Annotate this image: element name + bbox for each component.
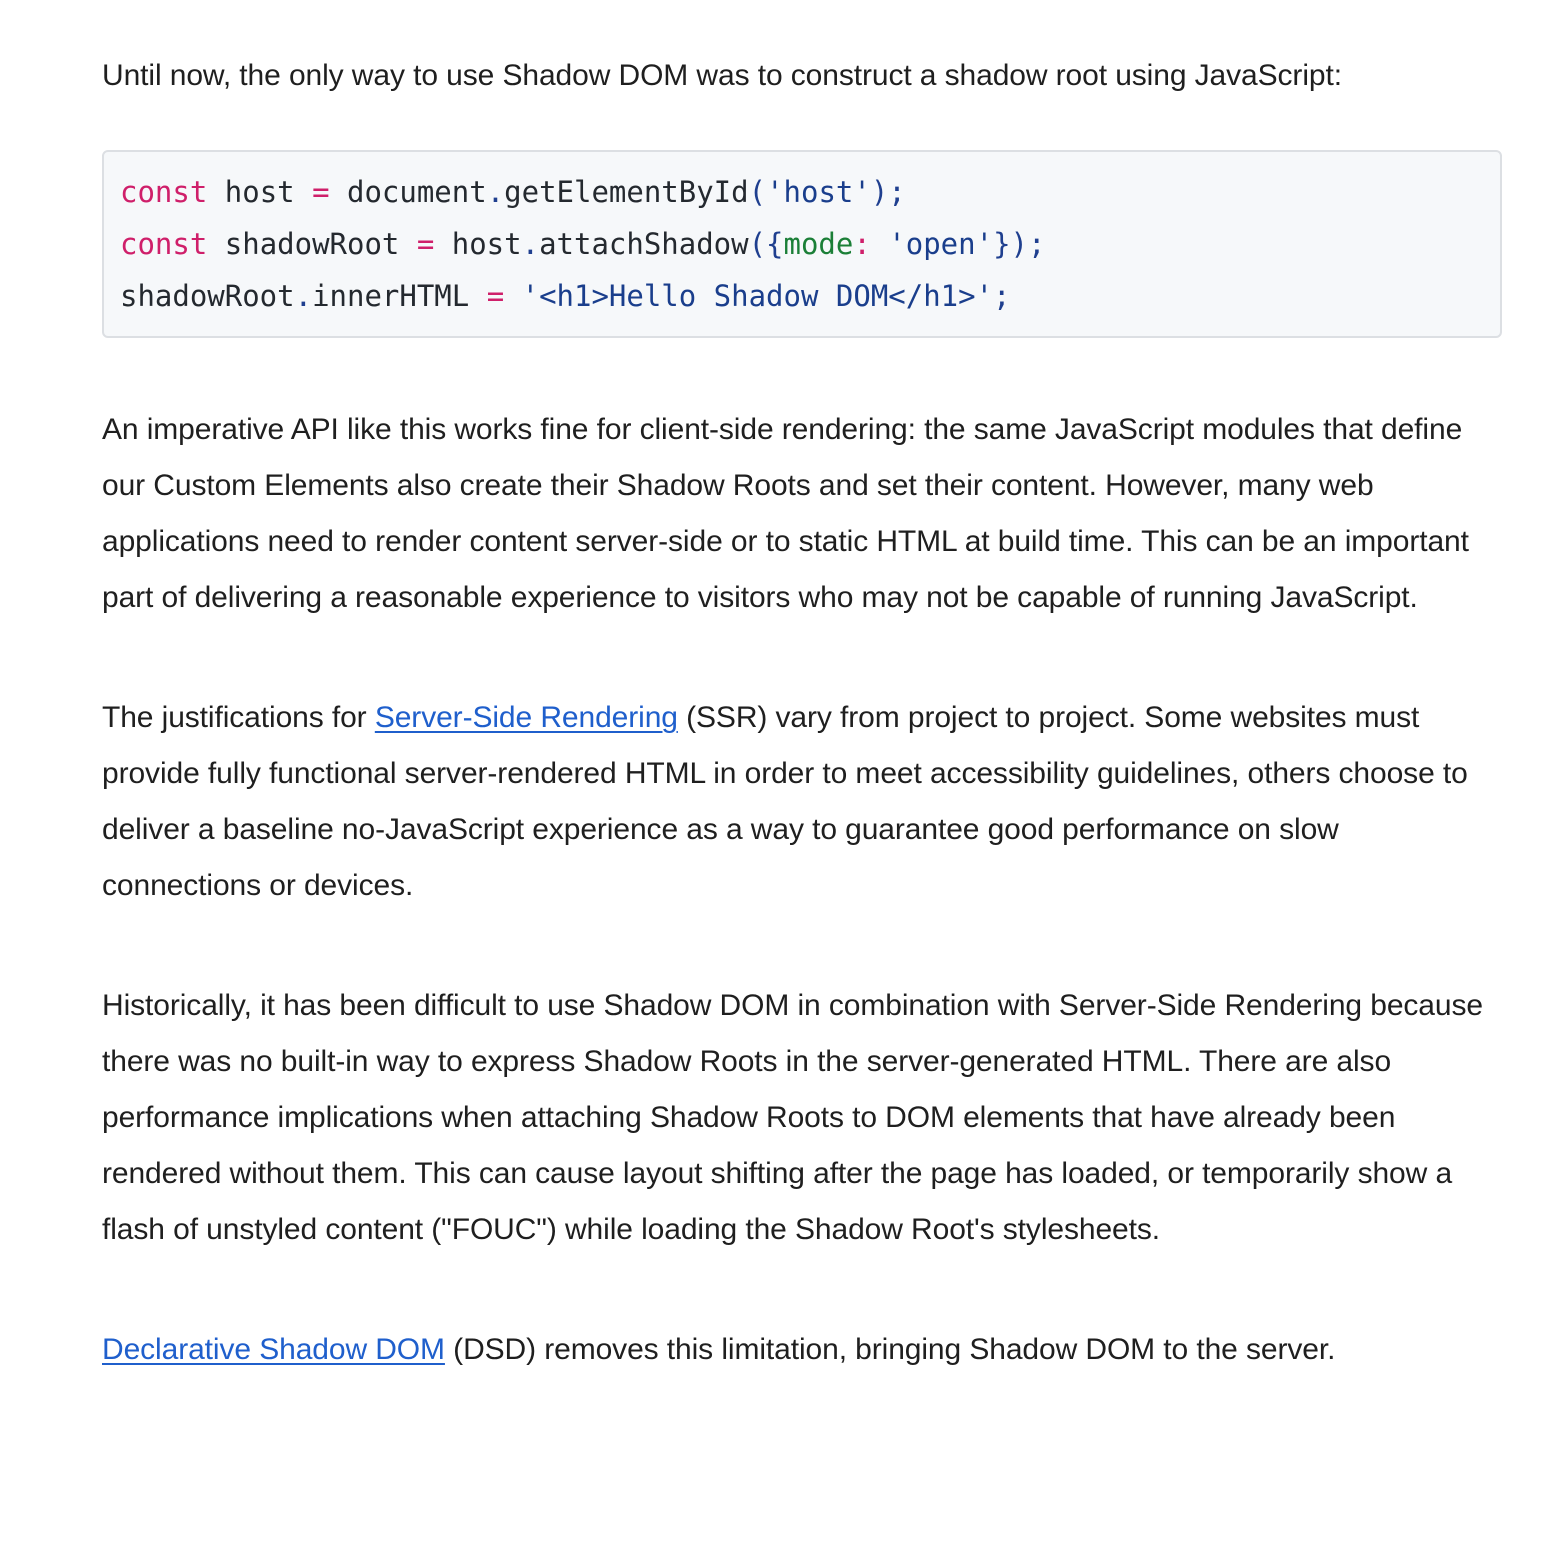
declarative-shadow-dom-link[interactable]: Declarative Shadow DOM — [102, 1333, 445, 1366]
paragraph-gap — [102, 1258, 1502, 1322]
code-punctuation: ( — [748, 175, 767, 209]
code-operator: = — [312, 175, 330, 209]
code-keyword: const — [120, 227, 208, 261]
code-string: 'open' — [888, 227, 994, 261]
code-space — [871, 227, 888, 261]
code-punctuation: ); — [870, 175, 906, 209]
code-identifier: innerHTML — [312, 279, 487, 313]
code-identifier: shadowRoot — [207, 227, 417, 261]
paragraph-ssr-justifications — [102, 690, 1502, 914]
code-identifier: shadowRoot — [120, 279, 295, 313]
paragraph-client-side-rendering: An imperative API like this works fine for client-side rendering: the same JavaScript modules that define our Custom Elements also create their Shadow Roots and set their content. However, many web applications need to render content server-side or to static HTML at build time. This can be an important part of delivering a reasonable experience to visitors who may not be capable of running JavaScript. — [102, 413, 1469, 614]
code-space — [504, 279, 521, 313]
code-identifier: host — [207, 175, 313, 209]
paragraph-text: (DSD) removes this limitation, bringing Shadow DOM to the server. — [444, 1333, 1336, 1366]
intro-paragraph: Until now, the only way to use Shadow DOM was to construct a shadow root using JavaScript: — [102, 59, 1342, 92]
paragraph-historical-difficulty: Historically, it has been difficult to use Shadow DOM in combination with Server-Side Rendering because there was no built-in way to express Shadow Roots in the server-generated HTML. There are also performance implications when attaching Shadow Roots to DOM elements that have already been rendered without them. This can cause layout shifting after the page has loaded, or temporarily show a flash of unstyled content ("FOUC") while loading the Shadow Root's stylesheets. — [102, 989, 1483, 1246]
code-block — [102, 150, 1502, 338]
paragraph-text: (SSR) vary from project to project. Some websites must provide fully functional server-rendered HTML in order to meet accessibility guidelines, others choose to deliver a baseline no-JavaScript experience as a way to guarantee good performance on slow connections or devices. — [102, 701, 1468, 902]
server-side-rendering-link[interactable]: Server-Side Rendering — [374, 701, 678, 734]
code-line-3 — [120, 270, 1484, 322]
code-keyword: const — [120, 175, 208, 209]
code-identifier: host — [434, 227, 522, 261]
code-line-1 — [120, 166, 1484, 218]
code-function: attachShadow — [539, 227, 749, 261]
code-punctuation: . — [521, 227, 540, 261]
article-body — [102, 48, 1502, 1378]
code-identifier: document — [329, 175, 487, 209]
code-punctuation: ; — [993, 279, 1011, 313]
paragraph-gap — [102, 914, 1502, 978]
paragraph-text: The justifications for — [102, 701, 375, 734]
code-punctuation: . — [294, 279, 313, 313]
code-operator: : — [853, 227, 871, 261]
paragraph-dsd — [102, 1322, 1502, 1378]
code-punctuation: . — [486, 175, 505, 209]
code-string: '<h1>Hello Shadow DOM</h1>' — [521, 279, 994, 313]
code-string: 'host' — [766, 175, 871, 209]
paragraph-gap — [102, 626, 1502, 690]
code-operator: = — [416, 227, 435, 261]
code-line-2 — [120, 218, 1484, 270]
code-operator: = — [486, 279, 505, 313]
code-property: mode — [783, 227, 854, 261]
code-function: getElementById — [504, 175, 749, 209]
code-punctuation: ({ — [748, 227, 784, 261]
code-punctuation: }); — [993, 227, 1046, 261]
